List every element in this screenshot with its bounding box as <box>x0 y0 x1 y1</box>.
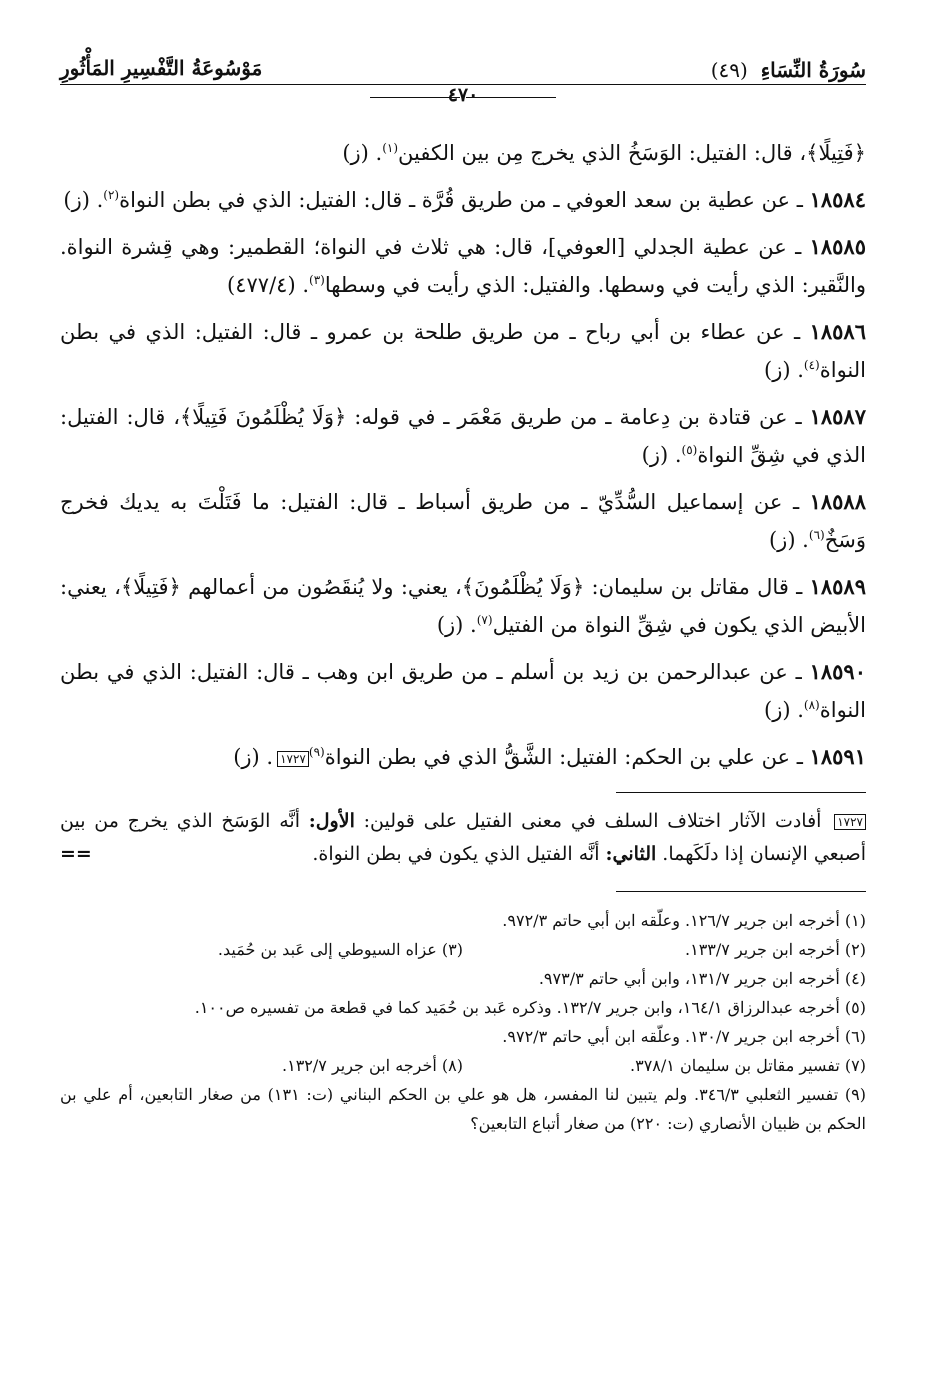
note-continuation-mark: == <box>60 843 92 865</box>
footnote-ref[interactable]: (٥) <box>681 443 698 457</box>
footnote-ref[interactable]: (٦) <box>808 528 825 542</box>
entry-text: ـ عن عطية الجدلي [العوفي]، قال: هي ثلاث في النواة؛ القطمير: وهي قِشرة النواة. والنَّقير: الذي رأيت في وسطها. والفتيل: الذي رأيت في وسطها <box>60 235 866 297</box>
note-ref-box[interactable]: ١٧٢٧ <box>277 751 309 767</box>
entry-source: . (ز) <box>768 528 809 552</box>
entry-number: ١٨٥٨٥ <box>809 234 866 259</box>
entry-text: ـ عن عطاء بن أبي رباح ـ من طريق طلحة بن عمرو ـ قال: الفتيل: الذي في بطن النواة <box>60 320 866 382</box>
surah-number: (٤٩) <box>710 58 748 82</box>
footnote-separator <box>616 891 866 892</box>
surah-name: سُورَةُ النِّسَاءِ <box>760 58 866 82</box>
footnote-ref[interactable]: (٨) <box>803 698 820 712</box>
surah-title <box>711 58 866 82</box>
footnote-5: (٥) أخرجه عبدالرزاق ١٦٤/١، وابن جرير ١٣٢/٧. وذكره عَبد بن حُمَيد كما في قطعة من تفسيره ص١٠٠. <box>194 998 866 1017</box>
entry-18585 <box>60 228 866 304</box>
entry-number: ١٨٥٩٠ <box>809 659 866 684</box>
entry-18584 <box>60 181 866 219</box>
footnote-ref[interactable]: (٩) <box>308 745 325 759</box>
entry-text: ﴿فَتِيلًا﴾، قال: الفتيل: الوَسَخُ الذي يخرج مِن بين الكفين <box>398 141 866 165</box>
footnote-ref[interactable]: (٤) <box>803 358 820 372</box>
footnotes <box>60 906 866 1138</box>
entry-number: ١٨٥٩١ <box>809 744 866 769</box>
page-number: ٤٧٠ <box>447 84 479 106</box>
main-text <box>60 134 866 776</box>
page <box>60 48 866 1348</box>
entry-18589 <box>60 568 866 644</box>
entry-number: ١٨٥٨٦ <box>809 319 866 344</box>
editor-note <box>60 805 866 871</box>
entry-continuation <box>60 134 866 172</box>
note-first-text: أنَّه الوَسَخ الذي يخرج من بين أصبعي الإنسان إذا دلَكَهما. <box>60 810 866 865</box>
entry-text: ـ عن قتادة بن دِعامة ـ من طريق مَعْمَر ـ في قوله: ﴿وَلَا يُظْلَمُونَ فَتِيلًا﴾، قال: الفتيل: الذي في شِقِّ النواة <box>60 405 866 467</box>
book-title: مَوْسُوعَةُ التَّفْسِيرِ المَأْثُورِ <box>60 56 263 80</box>
entry-source: . (ز) <box>233 745 274 769</box>
footnote-6: (٦) أخرجه ابن جرير ١٣٠/٧. وعلّقه ابن أبي حاتم ٩٧٢/٣. <box>502 1027 866 1046</box>
entry-source: . (ز) <box>436 613 477 637</box>
note-first-label: الأول: <box>308 810 355 832</box>
entry-text: ـ عن علي بن الحكم: الفتيل: الشَّقُّ الذي في بطن النواة <box>324 745 810 769</box>
entry-number: ١٨٥٨٤ <box>809 187 866 212</box>
ornament-line-left <box>370 97 460 98</box>
footnote-ref[interactable]: (١) <box>382 141 399 155</box>
entry-18587 <box>60 398 866 474</box>
footnote-9: (٩) تفسير الثعلبي ٣٤٦/٣. ولم يتبين لنا المفسر، هل هو علي بن الحكم البناني (ت: ١٣١) من صغار التابعين، أم علي بن الحكم بن ظبيان الأنصاري (ت: ٢٢٠) من صغار أتباع التابعين؟ <box>60 1085 867 1133</box>
note-second-text: أنَّه الفتيل الذي يكون في بطن النواة. <box>312 843 606 865</box>
entry-source: . (٤٧٧/٤) <box>227 273 309 297</box>
footnote-row <box>60 935 866 964</box>
note-separator <box>616 792 866 793</box>
entry-number: ١٨٥٨٨ <box>809 489 866 514</box>
entry-number: ١٨٥٨٧ <box>809 404 866 429</box>
entry-source: . (ز) <box>764 358 804 382</box>
entry-text: ـ عن إسماعيل السُّدِّيّ ـ من طريق أسباط ـ قال: الفتيل: ما فَتَلْتَ به يديك فخرج وَسَخٌ <box>60 490 866 552</box>
page-number-ornament <box>60 85 866 107</box>
entry-source: . (ز) <box>63 188 104 212</box>
footnote-4: (٤) أخرجه ابن جرير ١٣١/٧، وابن أبي حاتم ٩٧٣/٣. <box>538 969 866 988</box>
entry-text: ـ عن عطية بن سعد العوفي ـ من طريق قُرَّة ـ قال: الفتيل: الذي في بطن النواة <box>119 188 810 212</box>
entry-18586 <box>60 313 866 389</box>
note-number-box: ١٧٢٧ <box>834 814 866 830</box>
footnote-2: (٢) أخرجه ابن جرير ١٣٣/٧. <box>685 940 866 959</box>
footnote-row <box>60 1051 866 1080</box>
entry-number: ١٨٥٨٩ <box>809 574 866 599</box>
footnote-ref[interactable]: (٣) <box>309 273 325 287</box>
entry-source: . (ز) <box>342 141 383 165</box>
footnote-7: (٧) تفسير مقاتل بن سليمان ٣٧٨/١. <box>630 1056 866 1075</box>
page-header <box>60 48 866 108</box>
footnote-3: (٣) عزاه السيوطي إلى عَبد بن حُمَيد. <box>217 940 463 959</box>
entry-source: . (ز) <box>764 698 804 722</box>
entry-18591 <box>60 738 866 776</box>
footnote-ref[interactable]: (٢) <box>103 188 120 202</box>
footnote-1: (١) أخرجه ابن جرير ١٢٦/٧. وعلّقه ابن أبي حاتم ٩٧٢/٣. <box>502 911 866 930</box>
entry-text: ـ قال مقاتل بن سليمان: ﴿وَلَا يُظْلَمُونَ﴾، يعني: ولا يُنقَصُون من أعمالهم ﴿فَتِيلًا﴾، يعني: الأبيض الذي يكون في شِقِّ النواة من الفتيل <box>60 575 866 637</box>
entry-text: ـ عن عبدالرحمن بن زيد بن أسلم ـ من طريق ابن وهب ـ قال: الفتيل: الذي في بطن النواة <box>60 660 866 722</box>
entry-18588 <box>60 483 866 559</box>
entry-source: . (ز) <box>641 443 682 467</box>
footnote-8: (٨) أخرجه ابن جرير ١٣٢/٧. <box>282 1056 463 1075</box>
footnote-ref[interactable]: (٧) <box>476 613 493 627</box>
note-second-label: الثاني: <box>605 843 657 865</box>
note-intro: أفادت الآثار اختلاف السلف في معنى الفتيل على قولين: <box>354 810 831 832</box>
entry-18590 <box>60 653 866 729</box>
